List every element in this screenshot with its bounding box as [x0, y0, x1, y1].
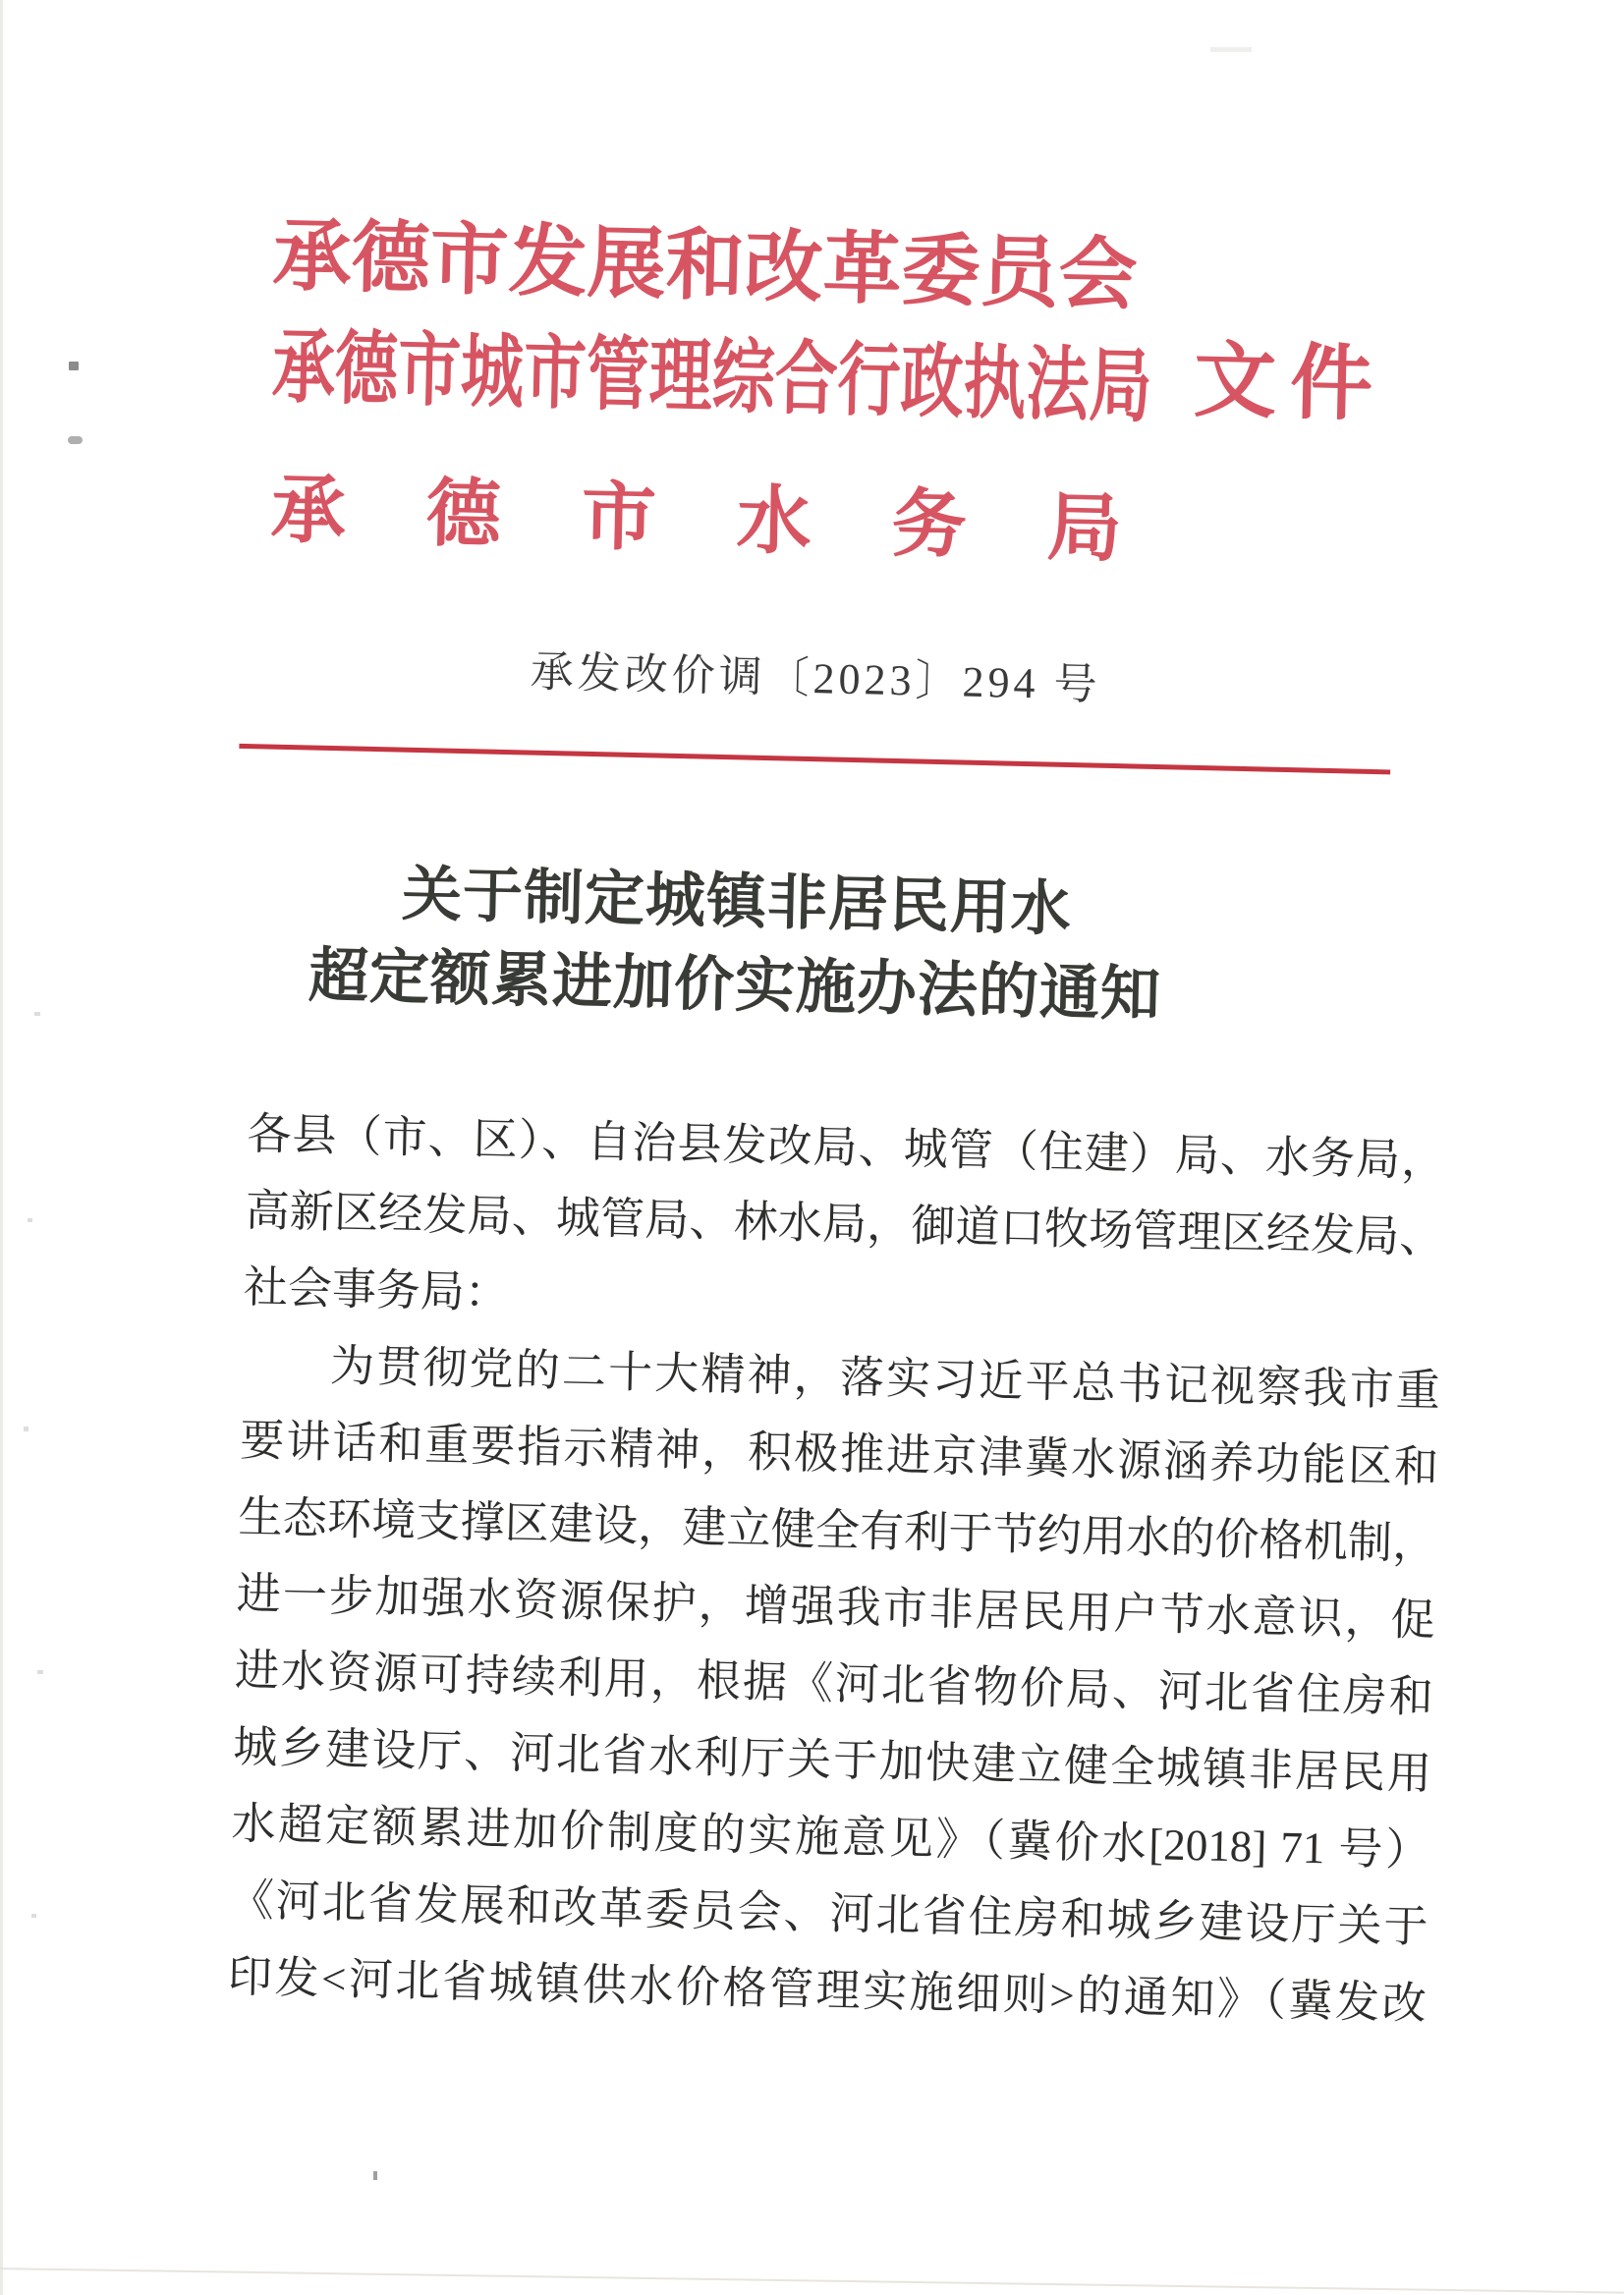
agency-character: 承: [269, 469, 347, 554]
document-title-line-1: 关于制定城镇非居民用水: [401, 862, 1073, 944]
body-line: 要讲话和重要指示精神，积极推进京津冀水源涵养功能区和: [239, 1416, 1439, 1492]
body-line: 为贯彻党的二十大精神，落实习近平总书记视察我市重: [329, 1341, 1441, 1416]
issuing-agency-line-3: [269, 469, 1123, 572]
body-line: 城乡建设厅、河北省水利厅关于加快建立健全城镇非居民用: [232, 1721, 1432, 1799]
agency-character: 德: [424, 473, 502, 557]
red-divider-line: [239, 744, 1390, 775]
agency-character: 局: [1045, 486, 1123, 572]
body-line: 水超定额累进加价制度的实施意见》（冀价水[2018] 71 号）: [230, 1798, 1430, 1875]
body-line: 社会事务局：: [243, 1262, 510, 1318]
body-line: 进水资源可持续利用，根据《河北省物价局、河北省住房和: [234, 1645, 1434, 1722]
body-line: 高新区经发局、城管局、林水局，御道口牧场管理区经发局、: [245, 1186, 1444, 1262]
issuing-agency-line-1: 承德市发展和改革委员会: [271, 213, 1139, 320]
agency-character: 水: [735, 479, 812, 564]
document-type-label: 文件: [1193, 335, 1388, 432]
body-line: 《河北省发展和改革委员会、河北省住房和城乡建设厅关于: [229, 1875, 1429, 1952]
document-number: 承发改价调〔2023〕294 号: [530, 647, 1102, 709]
document-title-line-2: 超定额累进加价实施办法的通知: [308, 943, 1162, 1030]
body-line: 生态环境支撑区建设，建立健全有利于节约用水的价格机制，: [238, 1492, 1437, 1569]
agency-character: 市: [580, 476, 657, 561]
issuing-agency-line-2: 承德市城市管理综合行政执法局: [271, 322, 1153, 432]
body-line: 印发<河北省城镇供水价格管理实施细则>的通知》（冀发改: [227, 1951, 1428, 2029]
body-line: 各县（市、区）、自治县发改局、城管（住建）局、水务局，: [246, 1109, 1446, 1186]
document-title: [95, 847, 1376, 1042]
body-line: 进一步加强水资源保护，增强我市非居民用户节水意识，促: [236, 1569, 1436, 1646]
agency-character: 务: [890, 482, 968, 568]
document-body: [227, 1095, 1446, 2042]
